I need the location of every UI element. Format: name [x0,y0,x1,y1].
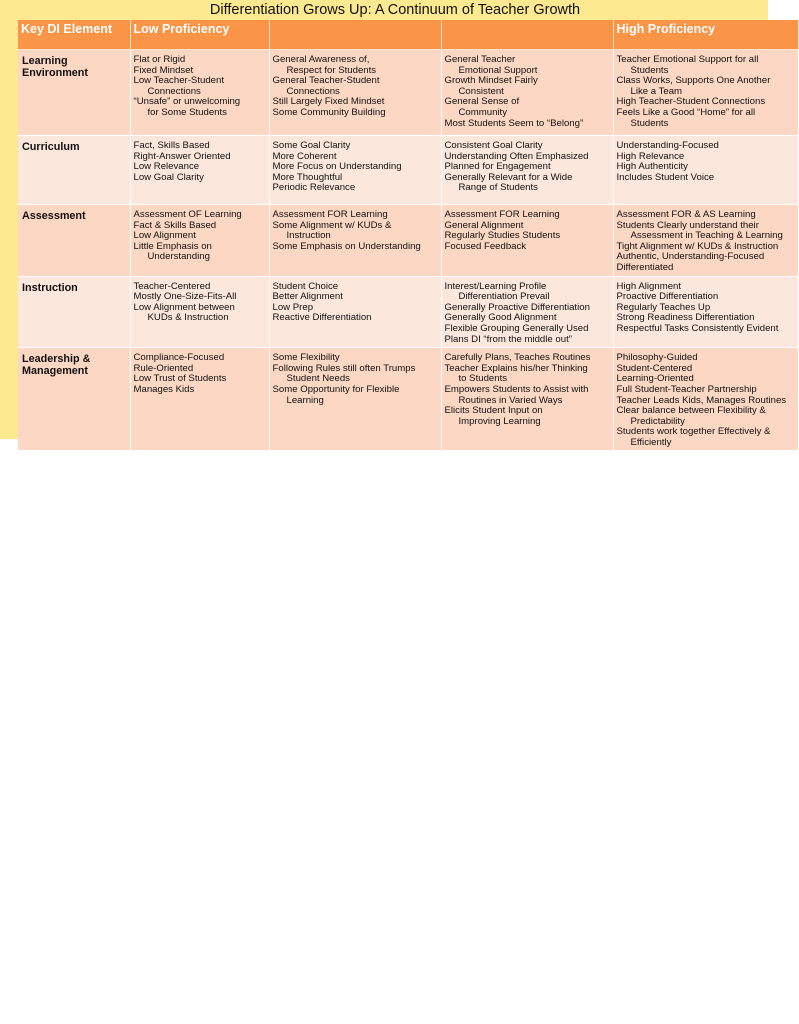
cell-line: High Relevance [616,150,685,162]
cell-line: Fixed Mindset [133,64,194,76]
cell-line: More Focus on Understanding [272,161,402,173]
cell-line: Instruction [286,230,331,242]
key-element-label: Assessment [22,210,86,222]
cell-line: Some Flexibility [272,352,340,364]
cell-line: Mostly One-Size-Fits-All [133,291,237,303]
proficiency-cell [130,50,269,136]
cell-line: Planned for Engagement [444,161,551,173]
proficiency-cell [613,348,798,451]
cell-line: Compliance-Focused [133,352,225,364]
cell-line: Little Emphasis on [133,240,212,252]
cell-line: Understanding-Focused [616,140,719,151]
cell-line: Empowers Students to Assist with [444,383,589,395]
proficiency-cell [269,50,441,136]
document-title: Differentiation Grows Up: A Continuum of Teacher Growth [209,2,581,18]
proficiency-cell [269,276,441,348]
cell-line: Emotional Support [458,64,538,76]
cell-line: Philosophy-Guided [616,352,698,364]
cell-line: Understanding [147,251,210,263]
proficiency-cell [613,276,798,348]
cell-line: to Students [458,373,508,385]
cell-line: Respect for Students [286,64,377,76]
cell-line: More Coherent [272,150,337,162]
header-high-proficiency: High Proficiency [613,20,798,50]
cell-line: Includes Student Voice [616,171,715,183]
key-element-label: Management [22,365,88,378]
cell-line: Community [458,106,508,118]
table-row [18,136,798,205]
proficiency-cell [269,348,441,451]
cell-line: Rule-Oriented [133,362,194,374]
cell-line: “Unsafe” or unwelcoming [133,96,241,108]
cell-line: High Teacher-Student Connections [616,96,766,108]
cell-line: Low Teacher-Student [133,75,224,87]
cell-line: Growth Mindset Fairly [444,75,538,87]
cell-line: Some Alignment w/ KUDs & [272,219,392,231]
cell-line: Generally Relevant for a Wide [444,171,573,183]
cell-line: Student-Centered [616,362,693,374]
cell-line: Teacher Leads Kids, Manages Routines [616,394,787,406]
cell-line: Respectful Tasks Consistently Evident [616,322,779,334]
cell-line: Routines in Varied Ways [458,394,563,406]
cell-line: Generally Proactive Differentiation [444,301,590,313]
cell-line: General Alignment [444,219,524,231]
cell-line: More Thoughtful [272,171,343,183]
cell-line: Assessment in Teaching & Learning [630,230,783,242]
cell-line: Low Relevance [133,161,200,173]
proficiency-cell [441,348,613,451]
cell-line: Reactive Differentiation [272,312,372,324]
header-key-element: Key DI Element [18,20,130,50]
cell-line: Still Largely Fixed Mindset [272,96,385,108]
proficiency-cell [441,50,613,136]
cell-line: Full Student-Teacher Partnership [616,383,757,395]
cell-line: Connections [147,85,201,97]
cell-line: Some Goal Clarity [272,140,351,151]
key-element-label: Curriculum [22,141,80,153]
cell-line: Strong Readiness Differentiation [616,312,755,324]
table-row [18,276,798,348]
cell-line: KUDs & Instruction [147,312,229,324]
cell-line: Interest/Learning Profile [444,280,547,292]
key-element-label: Environment [22,67,88,79]
cell-line: Low Alignment [133,230,196,242]
cell-line: Manages Kids [133,383,195,395]
proficiency-cell [130,136,269,205]
cell-line: High Alignment [616,280,682,292]
cell-line: for Some Students [147,106,227,118]
cell-line: Teacher-Centered [133,280,211,292]
cell-line: Consistent Goal Clarity [444,140,543,151]
header-low-proficiency: Low Proficiency [130,20,269,50]
cell-line: Authentic, Understanding-Focused [616,251,765,263]
continuum-table [18,20,799,451]
cell-line: Fact, Skills Based [133,140,210,151]
cell-line: General Teacher [444,54,516,65]
proficiency-cell [130,348,269,451]
cell-line: Flexible Grouping Generally Used [444,322,589,334]
cell-line: General Teacher-Student [272,75,380,87]
cell-line: Student Needs [286,373,350,385]
cell-line: Low Goal Clarity [133,171,204,183]
proficiency-cell [269,136,441,205]
cell-line: Range of Students [458,182,538,194]
document-page [0,0,787,448]
cell-line: Some Community Building [272,106,386,118]
cell-line: Like a Team [630,85,683,97]
cell-line: Improving Learning [458,415,541,427]
cell-line: Teacher Explains his/her Thinking [444,362,588,374]
header-level-3 [441,20,613,50]
cell-line: Connections [286,85,340,97]
cell-line: Generally Good Alignment [444,312,557,324]
cell-line: Some Opportunity for Flexible [272,383,400,395]
cell-line: Teacher Emotional Support for all [616,54,759,65]
key-element-label: Leadership & [22,353,91,366]
cell-line: Assessment FOR Learning [272,209,388,220]
cell-line: Efficiently [630,436,672,448]
cell-line: Proactive Differentiation [616,291,719,303]
key-element-cell [18,348,130,451]
cell-line: Learning-Oriented [616,373,694,385]
proficiency-cell [269,205,441,277]
proficiency-cell [130,205,269,277]
proficiency-cell [613,205,798,277]
cell-line: Students [630,117,669,129]
cell-line: Assessment OF Learning [133,209,242,220]
cell-line: Better Alignment [272,291,343,303]
cell-line: Differentiation Prevail [458,291,550,303]
table-row [18,50,798,136]
cell-line: Differentiated [616,261,674,273]
cell-line: Students Clearly understand their [616,219,759,231]
cell-line: Low Trust of Students [133,373,227,385]
table-body [18,50,798,451]
cell-line: Regularly Teaches Up [616,301,711,313]
proficiency-cell [441,276,613,348]
cell-line: Periodic Relevance [272,182,356,194]
cell-line: Low Alignment between [133,301,235,313]
cell-line: Feels Like a Good “Home” for all [616,106,756,118]
cell-line: Carefully Plans, Teaches Routines [444,352,591,364]
key-element-label: Instruction [22,281,78,294]
cell-line: General Sense of [444,96,520,108]
cell-line: Flat or Rigid [133,54,186,65]
proficiency-cell [441,205,613,277]
cell-line: Regularly Studies Students [444,230,561,242]
table-header-row [18,20,798,50]
key-element-cell [18,50,130,136]
cell-line: Predictability [630,415,685,427]
cell-line: Assessment FOR Learning [444,209,560,220]
cell-line: Clear balance between Flexibility & [616,405,766,417]
cell-line: General Awareness of, [272,54,370,65]
cell-line: Students [630,64,669,76]
table-row [18,205,798,277]
cell-line: Elicits Student Input on [444,405,543,417]
cell-line: Learning [286,394,324,406]
cell-line: Student Choice [272,280,339,292]
cell-line: Low Prep [272,301,314,313]
cell-line: Focused Feedback [444,240,527,252]
key-element-cell [18,205,130,277]
key-element-cell [18,276,130,348]
cell-line: Consistent [458,85,504,97]
cell-line: Plans DI “from the middle out” [444,333,572,345]
continuum-table-container [18,20,798,448]
table-row [18,348,798,451]
header-level-2 [269,20,441,50]
cell-line: Class Works, Supports One Another [616,75,771,87]
cell-line: Understanding Often Emphasized [444,150,589,162]
cell-line: Following Rules still often Trumps [272,362,416,374]
cell-line: Right-Answer Oriented [133,150,231,162]
proficiency-cell [613,136,798,205]
cell-line: Most Students Seem to “Belong” [444,117,584,129]
cell-line: Some Emphasis on Understanding [272,240,421,252]
cell-line: Tight Alignment w/ KUDs & Instruction [616,240,779,252]
proficiency-cell [130,276,269,348]
cell-line: Students work together Effectively & [616,426,771,438]
key-element-cell [18,136,130,205]
cell-line: Assessment FOR & AS Learning [616,209,756,220]
proficiency-cell [613,50,798,136]
cell-line: High Authenticity [616,161,688,173]
cell-line: Fact & Skills Based [133,219,217,231]
key-element-label: Learning [22,55,68,67]
proficiency-cell [441,136,613,205]
